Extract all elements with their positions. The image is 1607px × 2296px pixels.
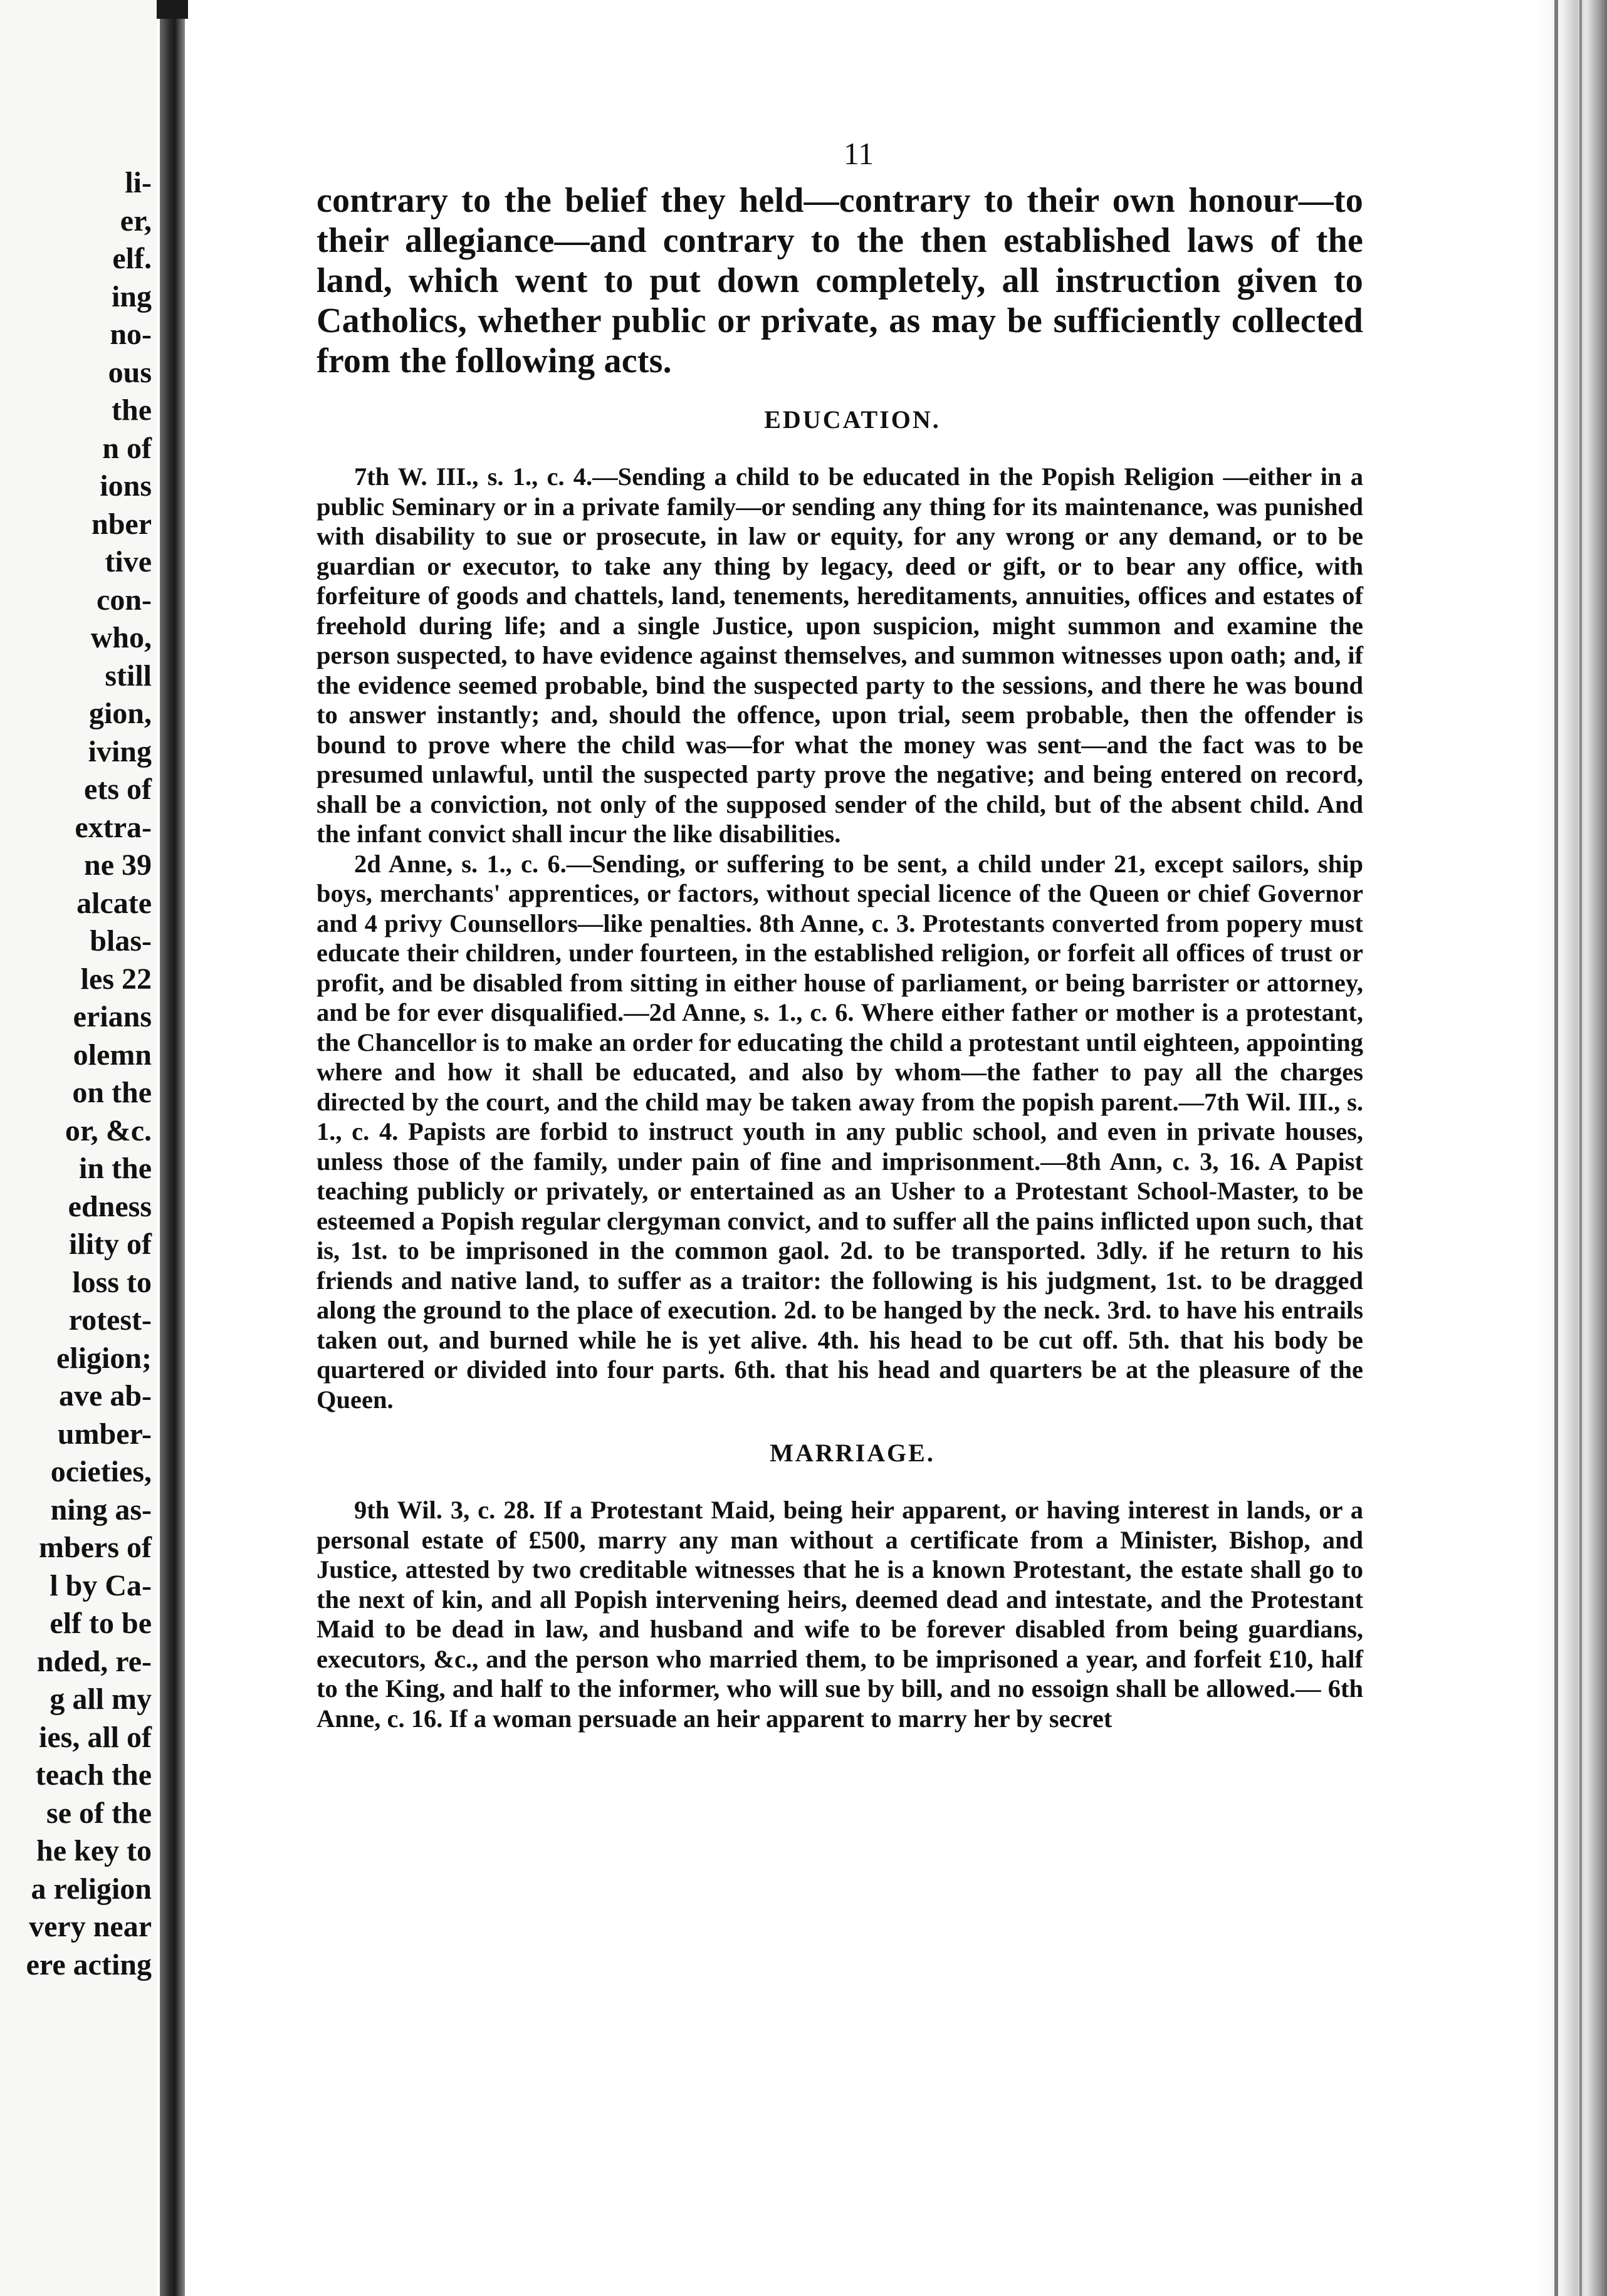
facing-page-line: ility of (69, 1228, 152, 1261)
facing-page-line: elf. (112, 242, 152, 275)
facing-page-line: who, (90, 621, 152, 654)
facing-page-line: ies, all of (39, 1720, 152, 1754)
facing-page-line: ions (100, 469, 152, 503)
facing-page-line: teach the (35, 1758, 152, 1792)
facing-page-text (0, 164, 152, 1984)
facing-page-line: nber (92, 507, 152, 541)
facing-page-line: l by Ca- (50, 1568, 152, 1602)
body-paragraph: 7th W. III., s. 1., c. 4.—Sending a child to be educated in the Popish Religion —either in a public Seminary or in a private family—or sending any thing for its maintenance, was punished with disability to sue or prosecute, in law or equity, for any wrong or any demand, or to be guardian or executor, to take any thing by legacy, deed or gift, or to bear any office, with forfeiture of goods and chattels, land, tenements, hereditaments, annuities, offices and estates of freehold during life; and a single Justice, upon suspicion, might summon and examine the person suspected, to have evidence against themselves, and summon witnesses upon oath; and, if the evidence seemed probable, bind the suspected party to the sessions, and there he was bound to answer instantly; and, should the offence, upon trial, seem probable, then the offender is bound to prove where the child was—for what the money was sent—and the fact was to be presumed unlawful, until the suspected party prove the negative; and being entered on record, shall be a conviction, not only of the supposed sender of the child, but of the absent child. And the infant convict shall incur the like disabilities. (317, 462, 1363, 848)
facing-page-line: he key to (36, 1834, 152, 1867)
facing-page-line: erians (73, 1000, 152, 1033)
facing-page-line: blas- (90, 924, 152, 958)
facing-page-line: con- (97, 583, 152, 617)
facing-page-line: tive (105, 545, 152, 578)
facing-page-line: loss to (72, 1265, 152, 1299)
facing-page-line: ous (108, 355, 152, 389)
facing-page-line: ets of (84, 773, 152, 806)
facing-page-line: ning as- (50, 1493, 152, 1526)
facing-page-line: alcate (76, 886, 152, 920)
facing-page-line: elf to be (50, 1607, 152, 1640)
facing-page-line: very near (29, 1910, 152, 1943)
facing-page-line: gion, (88, 697, 152, 730)
facing-page-line: g all my (50, 1683, 152, 1716)
facing-page-line: a religion (31, 1872, 152, 1906)
document-page (317, 132, 1363, 1733)
body-paragraph: 9th Wil. 3, c. 28. If a Protestant Maid, being heir apparent, or having interest in lands, or a personal estate of £500, marry any man without a certificate from a Minister, Bishop, and Justice, attested by two creditable witnesses that he is a known Protestant, the estate shall go to the next of kin, and all Popish intervening heirs, deemed dead and intestate, and the Protestant Maid to be dead in law, and husband and wife to be forever disabled from being guardians, executors, &c., and the person who married them, to be imprisoned a year, and forfeit £10, half to the King, and half to the informer, who will sue by bill, and no essoign shall be allowed.— 6th Anne, c. 16. If a woman persuade an heir apparent to marry her by secret (317, 1496, 1363, 1733)
facing-page-line: li- (125, 166, 152, 199)
section-body-marriage (317, 1495, 1363, 1733)
gutter-shadow (157, 0, 188, 19)
section-heading-marriage: MARRIAGE. (770, 1439, 935, 1467)
facing-page-line: er, (120, 204, 152, 237)
facing-page-line: extra- (75, 810, 152, 844)
section-body-education (317, 462, 1363, 1414)
facing-page-line: nded, re- (36, 1644, 152, 1678)
page-edge-line (1554, 0, 1558, 2296)
body-paragraph: 2d Anne, s. 1., c. 6.—Sending, or suffering to be sent, a child under 21, except sailors, ship boys, merchants' apprentices, or factors, without special licence of the Queen or chief Governor and 4 privy Counsellors—like penalties. 8th Anne, c. 3. Protestants converted from popery must educate their children, under fourteen, in the established religion, or forfeit all offices of trust or profit, and be disabled from sitting in either house of parliament, or being barrister or attorney, and be for ever disqualified.—2d Anne, s. 1., c. 6. Where either father or mother is a protestant, the Chancellor is to make an order for educating the child a protestant until eighteen, appointing where and how it shall be educated, and also by whom—the father to pay all the charges directed by the court, and the child may be taken away from the popish parent.—7th Wil. III., s. 1., c. 4. Papists are forbid to instruct youth in any public school, and even in private houses, unless those of the family, under pain of fine and imprisonment.—8th Ann, c. 3, 16. A Papist teaching publicly or privately, or entertained as an Usher to a Protestant School-Master, to be esteemed a Popish regular clergyman convict, and to suffer all the pains inflicted upon such, that is, 1st. to be imprisoned in the common gaol. 2d. to be transported. 3dly. if he return to his friends and native land, to suffer as a traitor: the following is his judgment, 1st. to be dragged along the ground to the place of execution. 2d. to be hanged by the neck. 3rd. to have his entrails taken out, and burned while he is yet alive. 4th. his head to be cut off. 5th. that his body be quartered or divided into four parts. 6th. that his head and quarters be at the pleasure of the Queen. (317, 849, 1363, 1414)
page-edge-line (1579, 0, 1582, 2296)
facing-page-line: edness (68, 1189, 152, 1223)
facing-page-line: on the (72, 1076, 152, 1109)
facing-page-line: les 22 (80, 962, 152, 996)
facing-page-line: n of (102, 431, 152, 465)
facing-page-line: or, &c. (65, 1114, 152, 1147)
book-gutter (160, 0, 185, 2296)
facing-page-line: ing (111, 279, 152, 313)
facing-page-line: eligion; (56, 1341, 152, 1375)
facing-page-line: umber- (57, 1417, 152, 1451)
facing-page-line: no- (110, 318, 152, 351)
facing-page-line: mbers of (39, 1531, 152, 1564)
facing-page-line: in the (78, 1152, 152, 1185)
facing-page-line: still (105, 659, 152, 692)
facing-page-line: olemn (73, 1038, 152, 1072)
facing-page-line: ere acting (26, 1948, 152, 1981)
facing-page-fragment (0, 0, 157, 2296)
facing-page-line: se of the (46, 1796, 152, 1830)
page-edge (1538, 0, 1607, 2296)
intro-paragraph: contrary to the belief they held—contrary to their own honour—to their allegiance—and contrary to the then established laws of the land, which went to put down completely, all instruction given to Catholics, whether public or private, as may be sufficiently collected from the following acts. (317, 181, 1363, 380)
page-number: 11 (843, 136, 874, 171)
facing-page-line: ocieties, (50, 1455, 152, 1488)
facing-page-line: ne 39 (84, 848, 152, 882)
facing-page-line: the (112, 394, 152, 427)
section-heading-education: EDUCATION. (764, 405, 941, 434)
facing-page-line: rotest- (68, 1303, 152, 1337)
facing-page-line: ave ab- (59, 1379, 152, 1412)
facing-page-line: iving (88, 734, 152, 768)
